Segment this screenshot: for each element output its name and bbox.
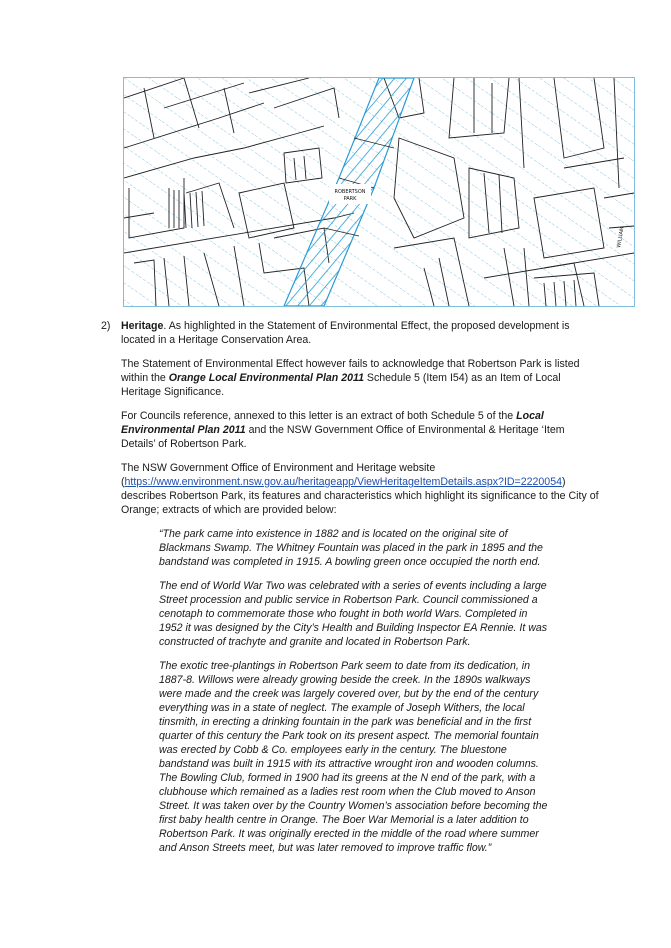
heritage-section: [101, 319, 601, 865]
heritage-map: [123, 77, 635, 307]
paragraph-website: [121, 461, 601, 517]
section-intro: [121, 319, 601, 347]
street-label: WILLIAM: [616, 226, 626, 249]
p3-lep-title: Local Environmental Plan 2011: [121, 410, 544, 436]
section-body: [121, 319, 601, 865]
p2-text-a: The Statement of Environmental Effect however fails to acknowledge that Robertson Park is listed within the: [121, 358, 580, 384]
heritage-item-link[interactable]: https://www.environment.nsw.gov.au/heritageapp/ViewHeritageItemDetails.aspx?ID=2220054: [124, 476, 562, 488]
p3-text-c: and the NSW Government Office of Environmental & Heritage ‘Item Details’ of Robertson Park.: [121, 424, 565, 450]
quote-paragraph-1: “The park came into existence in 1882 and is located on the original site of Blackmans Swamp. The Whitney Fountain was placed in the park in 1895 and the bandstand was completed in 1915. A bowling green once occupied the north end.: [159, 528, 543, 568]
paragraph-annex: [121, 409, 601, 451]
map-graphic: [124, 78, 634, 306]
park-label-line1: ROBERTSON: [334, 189, 366, 195]
document-body: [101, 319, 601, 865]
paragraph-lep-listing: [121, 357, 601, 399]
p2-text-c: Schedule 5 (Item I54) as an Item of Local Heritage Significance.: [121, 372, 561, 398]
park-label-line2: PARK: [343, 196, 357, 202]
p4-text-c: ) describes Robertson Park, its features and characteristics which highlight its significance to the City of Orange; extracts of which are provided below:: [121, 476, 599, 516]
p3-text-a: For Councils reference, annexed to this letter is an extract of both Schedule 5 of the: [121, 410, 517, 422]
section-intro-text: . As highlighted in the Statement of Environmental Effect, the proposed development is located in a Heritage Conservation Area.: [121, 320, 570, 346]
quote-paragraph-3: The exotic tree-plantings in Robertson Park seem to date from its dedication, in 1887-8. Willows were already growing beside the creek. In the 1890s walkways were made and the creek was largely covered over, but by the end of the century everything was in a state of neglect. The example of Joseph Withers, the local tinsmith, in erecting a drinking fountain in the park was beneficial and in the first quarter of this century the Park took on its present aspect. The memorial fountain was erected by Cobb & Co. employees early in the century. The bluestone bandstand was built in 1915 with its attractive wrought iron and wooden columns. The Bowling Club, formed in 1900 had its greens at the N end of the park, with a clubhouse which remained as a ladies rest room when the Club moved to Anson Street. It was taken over by the Country Women’s association before becoming the first baby health centre in Orange. The Boer War Memorial is a later addition to Robertson Park. It was originally erected in the middle of the road where summer and Anson Streets meet, but was later removed to improve traffic flow.”: [159, 660, 548, 854]
p2-lep-title: Orange Local Environmental Plan 2011: [168, 372, 364, 384]
p4-text-a: The NSW Government Office of Environment and Heritage website (: [121, 462, 436, 488]
quote-paragraph-2: The end of World War Two was celebrated with a series of events including a large Street procession and public service in Robertson Park. Council commissioned a cenotaph to commemorate those who fought in both world Wars. Completed in 1952 it was designed by the City’s Health and Building Inspector EA Rennie. It was constructed of trachyte and granite and located in Robertson Park.: [159, 580, 548, 648]
section-number: 2): [101, 320, 111, 332]
section-heading: Heritage: [121, 320, 164, 332]
